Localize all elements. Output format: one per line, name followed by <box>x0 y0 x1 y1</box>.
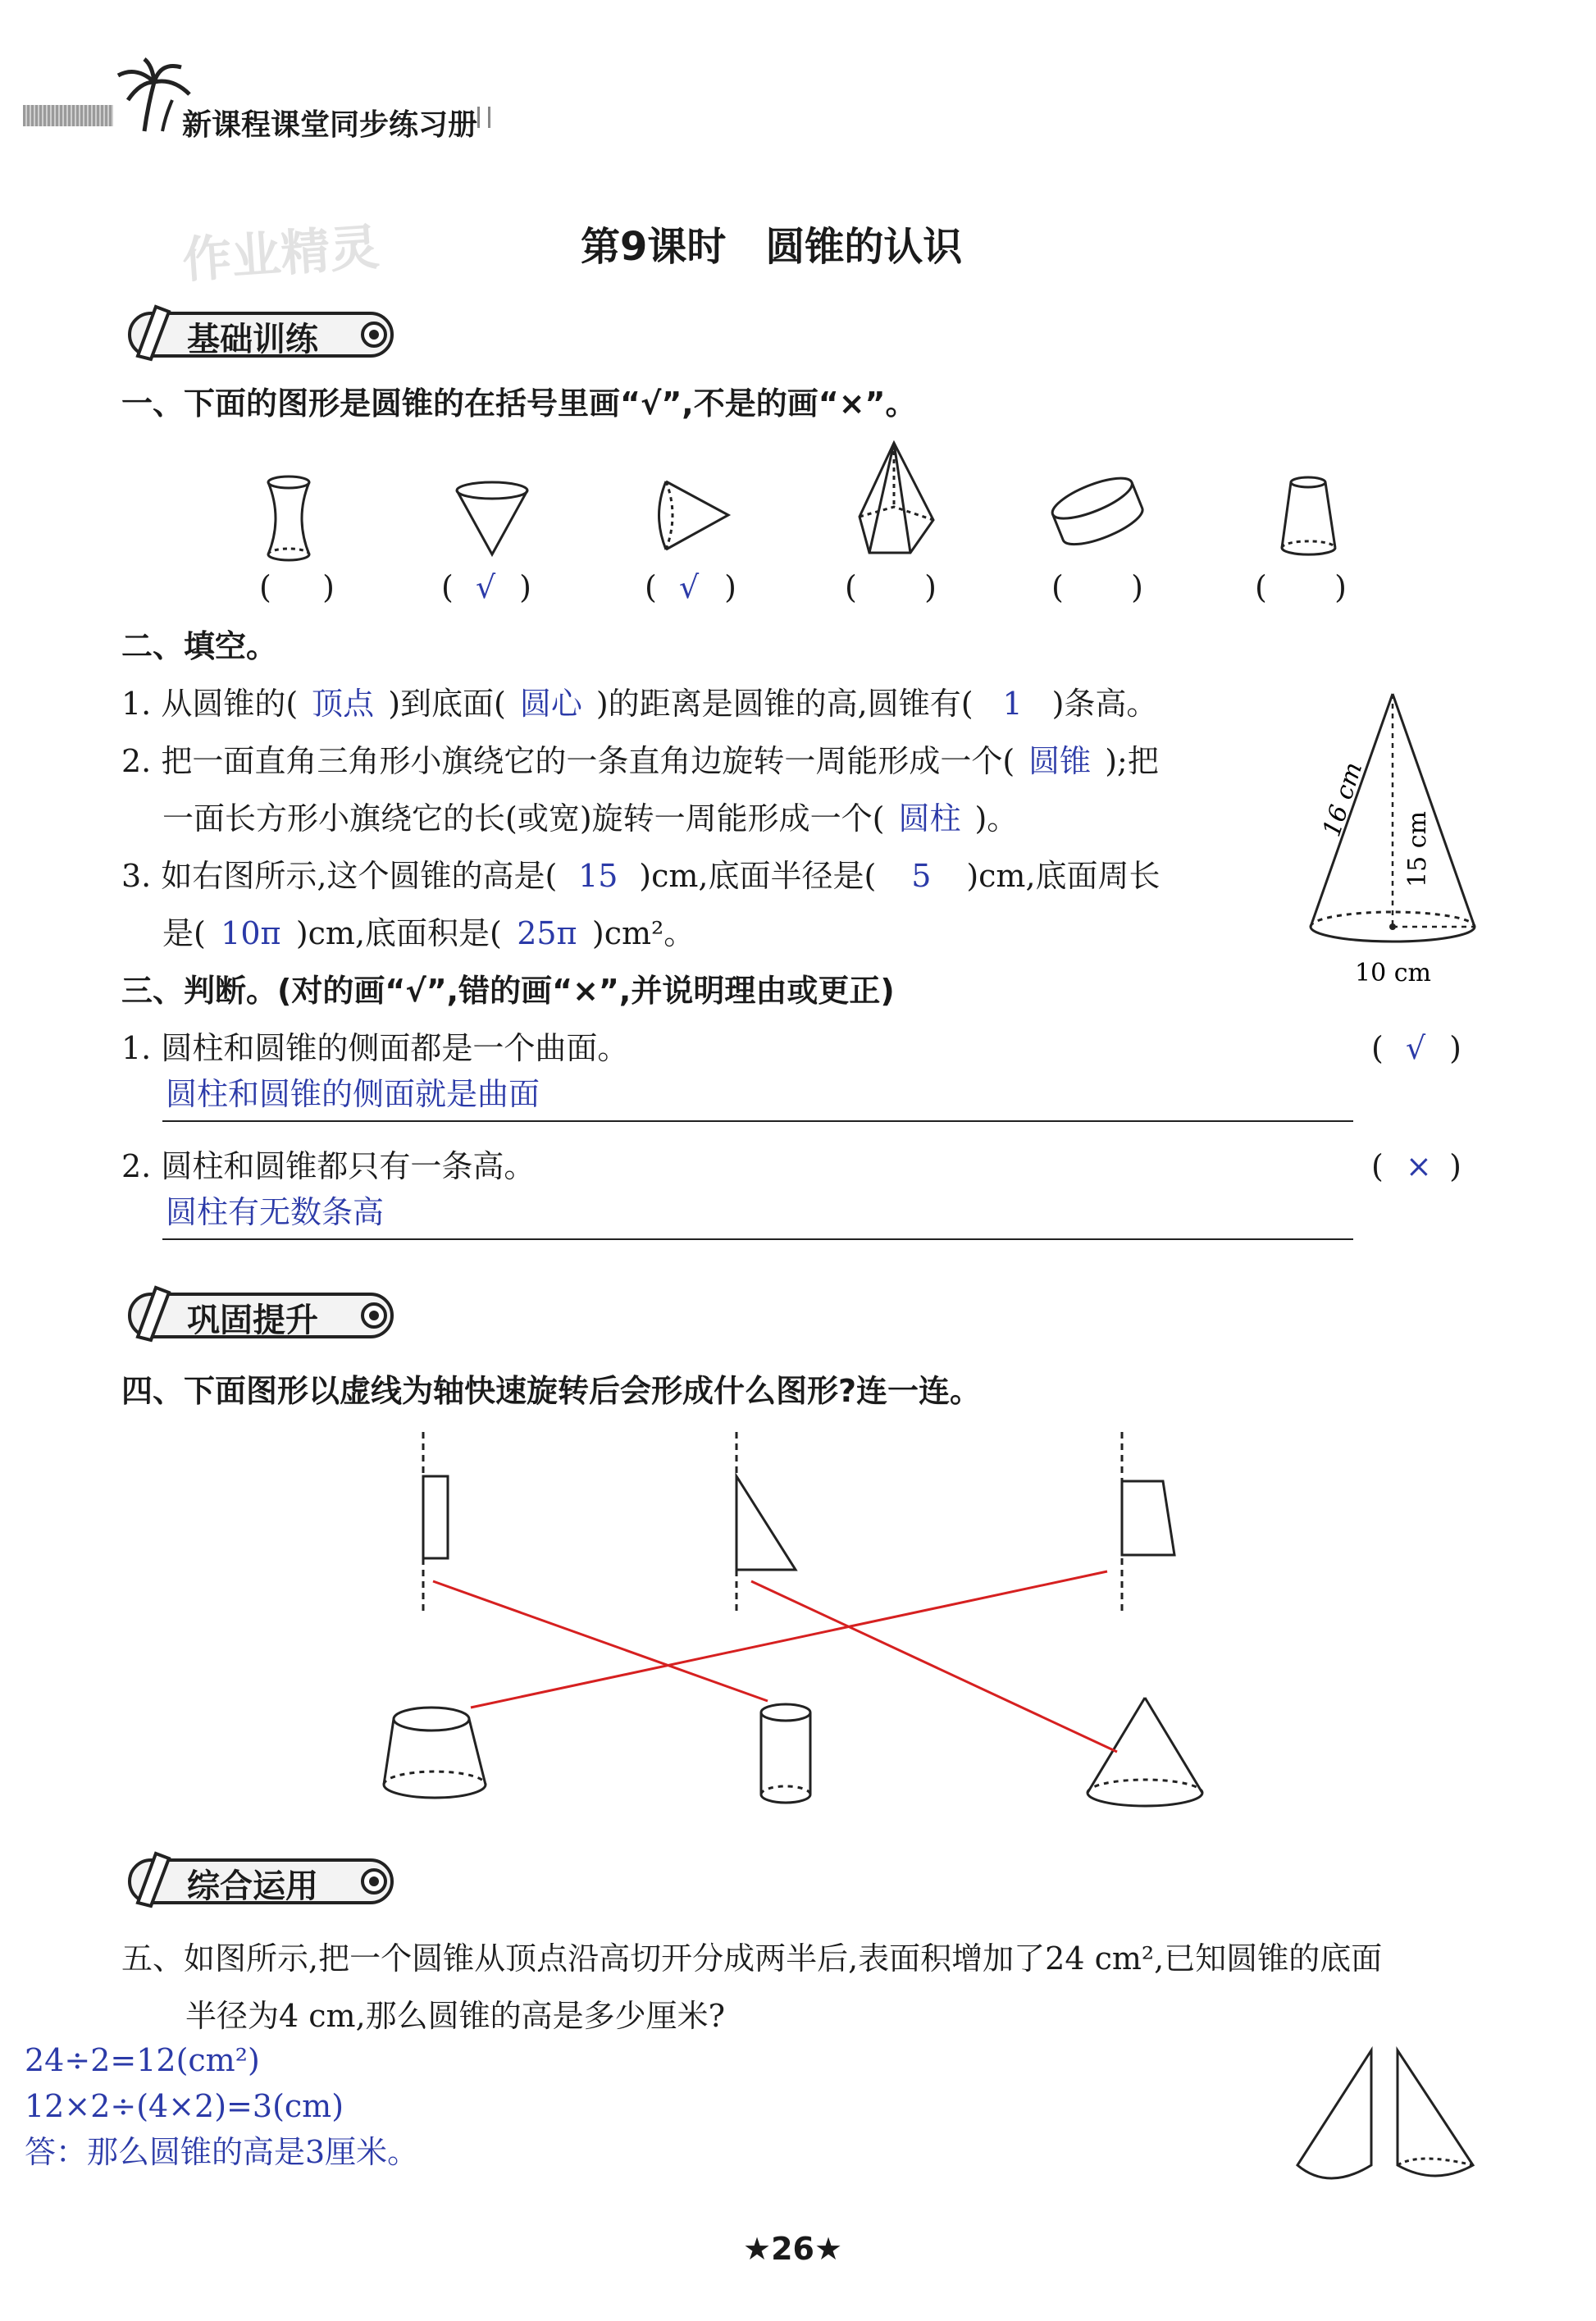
header-divider <box>477 107 490 128</box>
q2-1-answer-3: 1 <box>1002 686 1023 722</box>
cone-slant-label: 16 cm <box>1317 759 1369 841</box>
section-badge-basic <box>123 303 402 363</box>
q3-item-1-mark[interactable]: ( ) √ <box>1371 1030 1461 1066</box>
solid-cone <box>1088 1698 1202 1806</box>
q3-item-2: 2. 圆柱和圆锥都只有一条高。 <box>121 1148 536 1184</box>
cone-figure <box>1288 681 1501 992</box>
half-cones-figure <box>1288 2042 1484 2198</box>
header-title: 新课程课堂同步练习册 <box>182 108 478 142</box>
match-line-rectangle-cylinder <box>433 1581 768 1701</box>
q4-matching-figure <box>0 1419 1596 1821</box>
q2-item-3-line1: 3. 如右图所示,这个圆锥的高是( 15 )cm,底面半径是( 5 )cm,底面周长 <box>121 858 1161 894</box>
q5-line-2: 半径为4 cm,那么圆锥的高是多少厘米? <box>185 1998 726 2034</box>
q2-1-answer-2: 圆心 <box>519 686 582 722</box>
lesson-title: 第9课时 圆锥的认识 <box>581 224 963 270</box>
q1-prompt: 一、下面的图形是圆锥的在括号里画“√”,不是的画“×”。 <box>121 385 917 422</box>
solid-cylinder <box>761 1704 810 1803</box>
cone-diameter-label: 10 cm <box>1355 959 1431 987</box>
page-number: ★26★ <box>743 2231 843 2267</box>
header-bar <box>23 105 113 126</box>
trapezoid-with-axis <box>1122 1432 1174 1612</box>
q1-shapes <box>0 426 1596 615</box>
section-title-apply: 综合运用 <box>187 1867 318 1905</box>
q1-bracket-6[interactable]: ( ) <box>1255 569 1347 605</box>
q1-bracket-3[interactable]: ( ) √ <box>645 569 736 605</box>
section-badge-consolidate <box>123 1284 402 1343</box>
q3-answer-line-2 <box>162 1238 1353 1240</box>
q2-heading: 二、填空。 <box>121 628 278 664</box>
shape-inverted-cone <box>457 482 527 554</box>
q3-heading: 三、判断。(对的画“√”,错的画“×”,并说明理由或更正) <box>121 973 895 1009</box>
shape-tilted-cylinder <box>1048 470 1147 552</box>
q2-item-3-line2: 是( 10π )cm,底面积是( 25π )cm²。 <box>162 915 695 951</box>
shape-side-cone <box>659 481 729 549</box>
q1-bracket-5[interactable]: ( ) <box>1051 569 1143 605</box>
shape-frustum <box>1282 477 1335 554</box>
q2-3-answer-1: 15 <box>578 858 618 894</box>
q3-item-1-reason: 圆柱和圆锥的侧面就是曲面 <box>166 1076 540 1112</box>
q4-prompt: 四、下面图形以虚线为轴快速旋转后会形成什么图形?连一连。 <box>121 1373 982 1409</box>
q5-solution-1: 24÷2=12(cm²) <box>25 2042 260 2078</box>
section-badge-apply <box>123 1850 402 1909</box>
q2-2-answer-1: 圆锥 <box>1028 743 1092 779</box>
q2-3-answer-2: 5 <box>911 858 932 894</box>
q1-bracket-2[interactable]: ( ) √ <box>441 569 531 605</box>
q2-3-answer-4: 25π <box>517 915 577 951</box>
cone-height-label: 15 cm <box>1403 811 1432 887</box>
q5-solution-2: 12×2÷(4×2)=3(cm) <box>25 2088 344 2124</box>
shape-pyramid <box>860 443 933 553</box>
match-line-triangle-cone <box>751 1581 1117 1752</box>
watermark: 作业精灵 <box>180 218 381 290</box>
match-line-trapezoid-frustum <box>471 1571 1107 1708</box>
solid-frustum <box>384 1708 486 1798</box>
q3-item-2-mark[interactable]: ( ) × <box>1371 1148 1461 1184</box>
q1-bracket-1[interactable]: ( ) <box>259 569 335 605</box>
shape-hourglass <box>268 477 309 560</box>
triangle-with-axis <box>736 1432 796 1612</box>
q3-item-2-reason: 圆柱有无数条高 <box>166 1194 385 1230</box>
q3-answer-line-1 <box>162 1120 1353 1122</box>
q2-item-2-line1: 2. 把一面直角三角形小旗绕它的一条直角边旋转一周能形成一个( 圆锥 );把 <box>121 743 1159 779</box>
q2-3-answer-3: 10π <box>221 915 281 951</box>
palm-tree-icon <box>112 57 194 135</box>
q5-solution-3: 答：那么圆锥的高是3厘米。 <box>25 2134 419 2170</box>
q2-item-1: 1. 从圆锥的( 顶点 )到底面( 圆心 )的距离是圆锥的高,圆锥有( 1 )条高。 <box>121 686 1158 722</box>
q3-item-1: 1. 圆柱和圆锥的侧面都是一个曲面。 <box>121 1030 629 1066</box>
q5-line-1: 五、如图所示,把一个圆锥从顶点沿高切开分成两半后,表面积增加了24 cm²,已知圆锥的底面 <box>121 1940 1383 1977</box>
q1-bracket-4[interactable]: ( ) <box>845 569 937 605</box>
q2-1-answer-1: 顶点 <box>312 686 375 722</box>
q2-item-2-line2: 一面长方形小旗绕它的长(或宽)旋转一周能形成一个( 圆柱 )。 <box>162 800 1019 837</box>
section-title-consolidate: 巩固提升 <box>187 1302 318 1339</box>
section-title-basic: 基础训练 <box>187 321 318 358</box>
q2-2-answer-2: 圆柱 <box>898 800 961 837</box>
